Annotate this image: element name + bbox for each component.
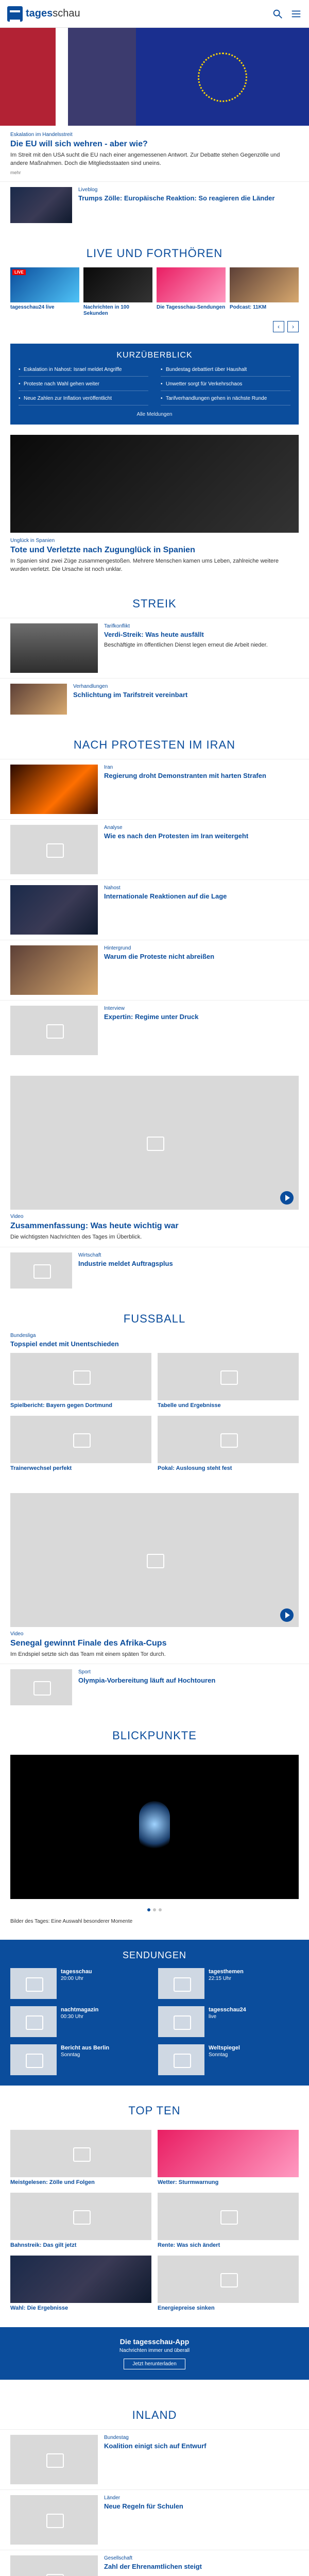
live-badge: LIVE <box>12 269 26 275</box>
search-icon[interactable] <box>272 8 283 20</box>
sendungen-box <box>0 1940 309 2086</box>
hero-headline[interactable]: Die EU will sich wehren - aber wie? <box>10 140 148 148</box>
kurz-item[interactable]: • Neue Zahlen zur Inflation veröffentlicht <box>19 395 148 405</box>
hero-image <box>0 28 309 126</box>
video-teaser[interactable]: Video Zusammenfassung: Was heute wichtig war Die wichtigsten Nachrichten des Tages im Überblick. <box>10 1076 299 1242</box>
grid-card[interactable]: Meistgelesen: Zölle und Folgen <box>10 2130 151 2187</box>
kurz-item[interactable]: • Unwetter sorgt für Verkehrschaos <box>161 381 290 391</box>
feature-headline[interactable]: Tote und Verletzte nach Zugunglück in Spanien <box>10 545 195 554</box>
gallery-pagination <box>0 1904 309 1916</box>
live-section-title: LIVE UND FORTHÖREN <box>86 246 223 260</box>
grid-card[interactable]: Bahnstreik: Das gilt jetzt <box>10 2193 151 2249</box>
gallery-caption: Bilder des Tages: Eine Auswahl besonderer Momente <box>10 1919 133 1925</box>
sendung-card[interactable]: tagesthemen 22:15 Uhr <box>158 1968 299 1999</box>
kurz-item[interactable]: • Proteste nach Wahl gehen weiter <box>19 381 148 391</box>
sendung-card[interactable]: tagesschau24 live <box>158 2006 299 2037</box>
list-item[interactable]: Nahost Internationale Reaktionen auf die Lage <box>0 879 309 940</box>
grid-card[interactable]: Wahl: Die Ergebnisse <box>10 2256 151 2312</box>
live-carousel <box>0 267 309 317</box>
sendungen-title: SENDUNGEN <box>122 1950 186 1961</box>
menu-icon[interactable] <box>290 8 302 20</box>
carousel-prev-button[interactable]: ‹ <box>273 321 284 332</box>
gallery-image <box>139 1801 170 1853</box>
kurz-item[interactable]: • Tarifverhandlungen gehen in nächste Runde <box>161 395 290 405</box>
iran-section-title: NACH PROTESTEN IM IRAN <box>73 738 236 751</box>
kurz-more-link[interactable]: Alle Meldungen <box>136 411 173 417</box>
play-icon[interactable] <box>280 1191 294 1205</box>
grid-card[interactable]: Rente: Was sich ändert <box>158 2193 299 2249</box>
sendung-card[interactable]: Bericht aus Berlin Sonntag <box>10 2044 151 2075</box>
live-card[interactable]: LIVE tagesschau24 live <box>10 267 79 317</box>
app-promo: Die tagesschau-App Nachrichten immer und überall Jetzt herunterladen <box>0 2327 309 2380</box>
list-item[interactable]: Gesellschaft Zahl der Ehrenamtlichen steigt <box>0 2550 309 2576</box>
kurz-item[interactable]: • Bundestag debattiert über Haushalt <box>161 366 290 377</box>
grid-card[interactable]: Tabelle und Ergebnisse <box>158 1353 299 1410</box>
hero-related-item[interactable] <box>0 181 309 228</box>
logo-rest: schau <box>53 8 80 19</box>
list-item[interactable]: Verhandlungen Schlichtung im Tarifstreit vereinbart <box>0 678 309 720</box>
feature-image <box>10 435 299 533</box>
inland-section-title: INLAND <box>132 2409 177 2422</box>
grid-card[interactable]: Spielbericht: Bayern gegen Dortmund <box>10 1353 151 1410</box>
list-item[interactable]: Analyse Wie es nach den Protesten im Iran weitergeht <box>0 819 309 879</box>
hero-teaser-text: Im Streit mit den USA sucht die EU nach einer angemessenen Antwort. Zur Debatte stehen Gegenzölle und andere Maßnahmen. Doch die Mitgliedsstaaten sind uneins. <box>10 152 280 166</box>
list-item[interactable]: Interview Expertin: Regime unter Druck <box>0 1000 309 1060</box>
list-item[interactable]: Bundestag Koalition einigt sich auf Entwurf <box>0 2429 309 2489</box>
blickpunkte-gallery[interactable] <box>10 1755 299 1899</box>
play-icon[interactable] <box>280 1608 294 1622</box>
list-item[interactable]: Iran Regierung droht Demonstranten mit harten Strafen <box>0 759 309 819</box>
live-card[interactable]: Nachrichten in 100 Sekunden <box>83 267 152 317</box>
sendung-card[interactable]: tagesschau 20:00 Uhr <box>10 1968 151 1999</box>
live-card[interactable]: Die Tagesschau-Sendungen <box>157 267 226 317</box>
kurzueberblick-box <box>10 344 299 425</box>
sendung-card[interactable]: Weltspiegel Sonntag <box>158 2044 299 2075</box>
grid-card[interactable]: Wetter: Sturmwarnung <box>158 2130 299 2187</box>
site-header <box>0 0 309 28</box>
topten-grid <box>0 2125 309 2317</box>
hero-more-link[interactable]: mehr <box>10 170 21 175</box>
topten-section-title: TOP TEN <box>128 2104 181 2117</box>
grid-card[interactable]: Pokal: Auslosung steht fest <box>158 1416 299 1472</box>
list-item[interactable]: Wirtschaft Industrie meldet Auftragsplus <box>0 1247 309 1294</box>
tagesschau-logo[interactable] <box>7 6 80 22</box>
logo-icon <box>7 6 23 22</box>
logo-bold: tages <box>26 8 53 19</box>
related-kicker: Liveblog <box>78 187 98 193</box>
list-item[interactable]: Tarifkonflikt Verdi-Streik: Was heute ausfällt Beschäftigte im öffentlichen Dienst legen erneut die Arbeit nieder. <box>0 618 309 678</box>
grid-card[interactable]: Trainerwechsel perfekt <box>10 1416 151 1472</box>
kurz-item[interactable]: • Eskalation in Nahost: Israel meldet Angriffe <box>19 366 148 377</box>
live-card[interactable]: Podcast: 11KM <box>230 267 299 317</box>
list-item[interactable]: Sport Olympia-Vorbereitung läuft auf Hochtouren <box>0 1664 309 1710</box>
kurz-title: KURZÜBERBLICK <box>116 350 193 360</box>
fussball-section-title: FUSSBALL <box>123 1312 186 1325</box>
blickpunkte-section-title: BLICKPUNKTE <box>112 1729 197 1742</box>
fussball-grid <box>0 1348 309 1478</box>
hero-teaser[interactable] <box>0 28 309 181</box>
video-teaser[interactable]: Video Senegal gewinnt Finale des Afrika-Cups Im Endspiel setzte sich das Team mit einem späten Tor durch. <box>10 1493 299 1659</box>
sendung-card[interactable]: nachtmagazin 00:30 Uhr <box>10 2006 151 2037</box>
related-image <box>10 187 72 223</box>
list-item[interactable]: Länder Neue Regeln für Schulen <box>0 2489 309 2550</box>
list-item[interactable]: Hintergrund Warum die Proteste nicht abreißen <box>0 940 309 1000</box>
app-download-button[interactable]: Jetzt herunterladen <box>124 2359 185 2369</box>
grid-card[interactable]: Energiepreise sinken <box>158 2256 299 2312</box>
hero-kicker: Eskalation im Handelsstreit <box>10 132 73 138</box>
fussball-lead[interactable]: Bundesliga Topspiel endet mit Unentschieden <box>10 1332 119 1348</box>
video-image <box>10 1076 299 1210</box>
related-headline[interactable]: Trumps Zölle: Europäische Reaktion: So reagieren die Länder <box>78 194 275 202</box>
streik-section-title: STREIK <box>132 597 177 610</box>
carousel-next-button[interactable]: › <box>287 321 299 332</box>
feature-teaser[interactable]: Unglück in Spanien Tote und Verletzte nach Zugunglück in Spanien In Spanien sind zwei Züge zusammengestoßen. Mehrere Menschen kamen ums Leben, zahlreiche weitere wurden verletzt. Die Ursache ist noch unklar. <box>0 435 309 579</box>
